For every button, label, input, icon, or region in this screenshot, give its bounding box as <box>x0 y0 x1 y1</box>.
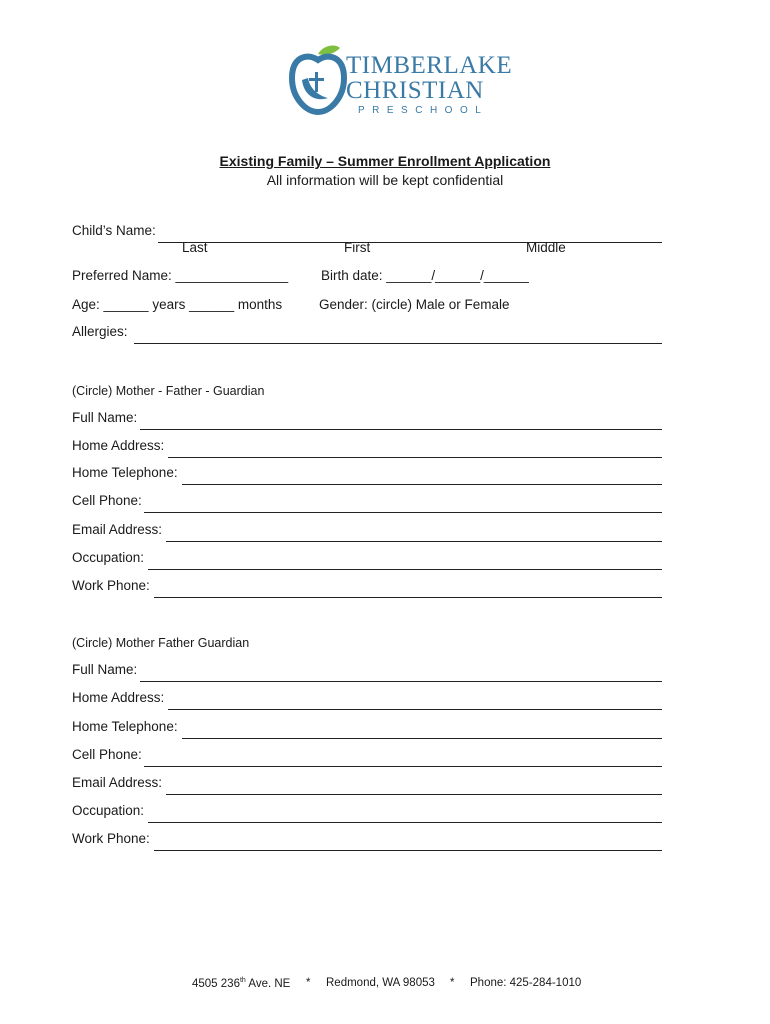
logo-line-christian: CHRISTIAN <box>346 77 484 104</box>
field-line[interactable] <box>148 569 662 570</box>
allergies-label: Allergies: <box>72 324 128 339</box>
parent2-work-phone-field[interactable] <box>72 831 662 851</box>
footer-address-street: Ave. NE <box>245 977 291 990</box>
middle-name-caption: Middle <box>526 240 566 255</box>
field-line[interactable] <box>154 850 662 851</box>
birth-date-field[interactable]: Birth date: ______/______/______ <box>321 268 529 283</box>
parent2-home-address-field[interactable] <box>72 690 662 710</box>
parent2-cell-phone-field[interactable] <box>72 747 662 767</box>
parent1-home-telephone-field[interactable] <box>72 465 662 485</box>
parent2-relation-circle[interactable]: (Circle) Mother Father Guardian <box>72 636 250 650</box>
first-name-caption: First <box>344 240 371 255</box>
field-label: Occupation: <box>72 550 145 565</box>
parent2-full-name-field[interactable] <box>72 662 662 682</box>
field-label: Home Address: <box>72 690 165 705</box>
footer-address <box>192 977 290 990</box>
parent1-occupation-field[interactable] <box>72 550 662 570</box>
form-subtitle: All information will be kept confidential <box>266 172 504 188</box>
field-label: Home Telephone: <box>72 465 178 480</box>
field-label: Home Address: <box>72 438 165 453</box>
field-label: Occupation: <box>72 803 145 818</box>
field-line[interactable] <box>144 766 662 767</box>
last-name-caption: Last <box>182 240 208 255</box>
field-line[interactable] <box>168 709 662 710</box>
preferred-name-field[interactable]: Preferred Name: _______________ <box>72 268 289 283</box>
gender-field[interactable]: Gender: (circle) Male or Female <box>319 297 510 312</box>
parent1-email-address-field[interactable] <box>72 522 662 542</box>
parent1-relation-circle[interactable]: (Circle) Mother - Father - Guardian <box>72 384 265 398</box>
childs-name-line[interactable] <box>158 242 662 243</box>
field-label: Work Phone: <box>72 831 150 846</box>
logo-line-timberlake: TIMBERLAKE <box>346 52 513 79</box>
field-label: Home Telephone: <box>72 719 178 734</box>
apple-cross-icon <box>288 44 350 120</box>
footer-address-suffix: th <box>239 977 246 984</box>
field-label: Work Phone: <box>72 578 150 593</box>
field-line[interactable] <box>154 597 662 598</box>
field-line[interactable] <box>148 822 662 823</box>
field-label: Email Address: <box>72 522 163 537</box>
field-line[interactable] <box>140 429 662 430</box>
field-label: Full Name: <box>72 662 138 677</box>
footer-phone: Phone: 425-284-1010 <box>470 977 582 989</box>
parent2-home-telephone-field[interactable] <box>72 719 662 739</box>
footer-address-number: 4505 236 <box>192 977 240 990</box>
parent1-work-phone-field[interactable] <box>72 578 662 598</box>
allergies-line[interactable] <box>134 343 662 344</box>
logo-line-preschool: PRESCHOOL <box>358 105 489 116</box>
parent1-cell-phone-field[interactable] <box>72 493 662 513</box>
form-title: Existing Family – Summer Enrollment Application <box>219 153 551 169</box>
field-label: Cell Phone: <box>72 747 142 762</box>
field-line[interactable] <box>166 794 662 795</box>
parent1-full-name-field[interactable] <box>72 410 662 430</box>
footer-separator: * <box>306 977 311 989</box>
field-line[interactable] <box>144 512 662 513</box>
age-field[interactable]: Age: ______ years ______ months <box>72 297 283 312</box>
field-label: Cell Phone: <box>72 493 142 508</box>
field-label: Full Name: <box>72 410 138 425</box>
field-line[interactable] <box>140 681 662 682</box>
parent2-occupation-field[interactable] <box>72 803 662 823</box>
field-line[interactable] <box>168 457 662 458</box>
childs-name-label: Child’s Name: <box>72 223 156 238</box>
parent2-email-address-field[interactable] <box>72 775 662 795</box>
allergies-field[interactable] <box>72 324 662 344</box>
field-label: Email Address: <box>72 775 163 790</box>
parent1-home-address-field[interactable] <box>72 438 662 458</box>
footer-separator: * <box>450 977 455 989</box>
field-line[interactable] <box>182 484 662 485</box>
field-line[interactable] <box>182 738 662 739</box>
field-line[interactable] <box>166 541 662 542</box>
footer-city: Redmond, WA 98053 <box>326 977 435 989</box>
